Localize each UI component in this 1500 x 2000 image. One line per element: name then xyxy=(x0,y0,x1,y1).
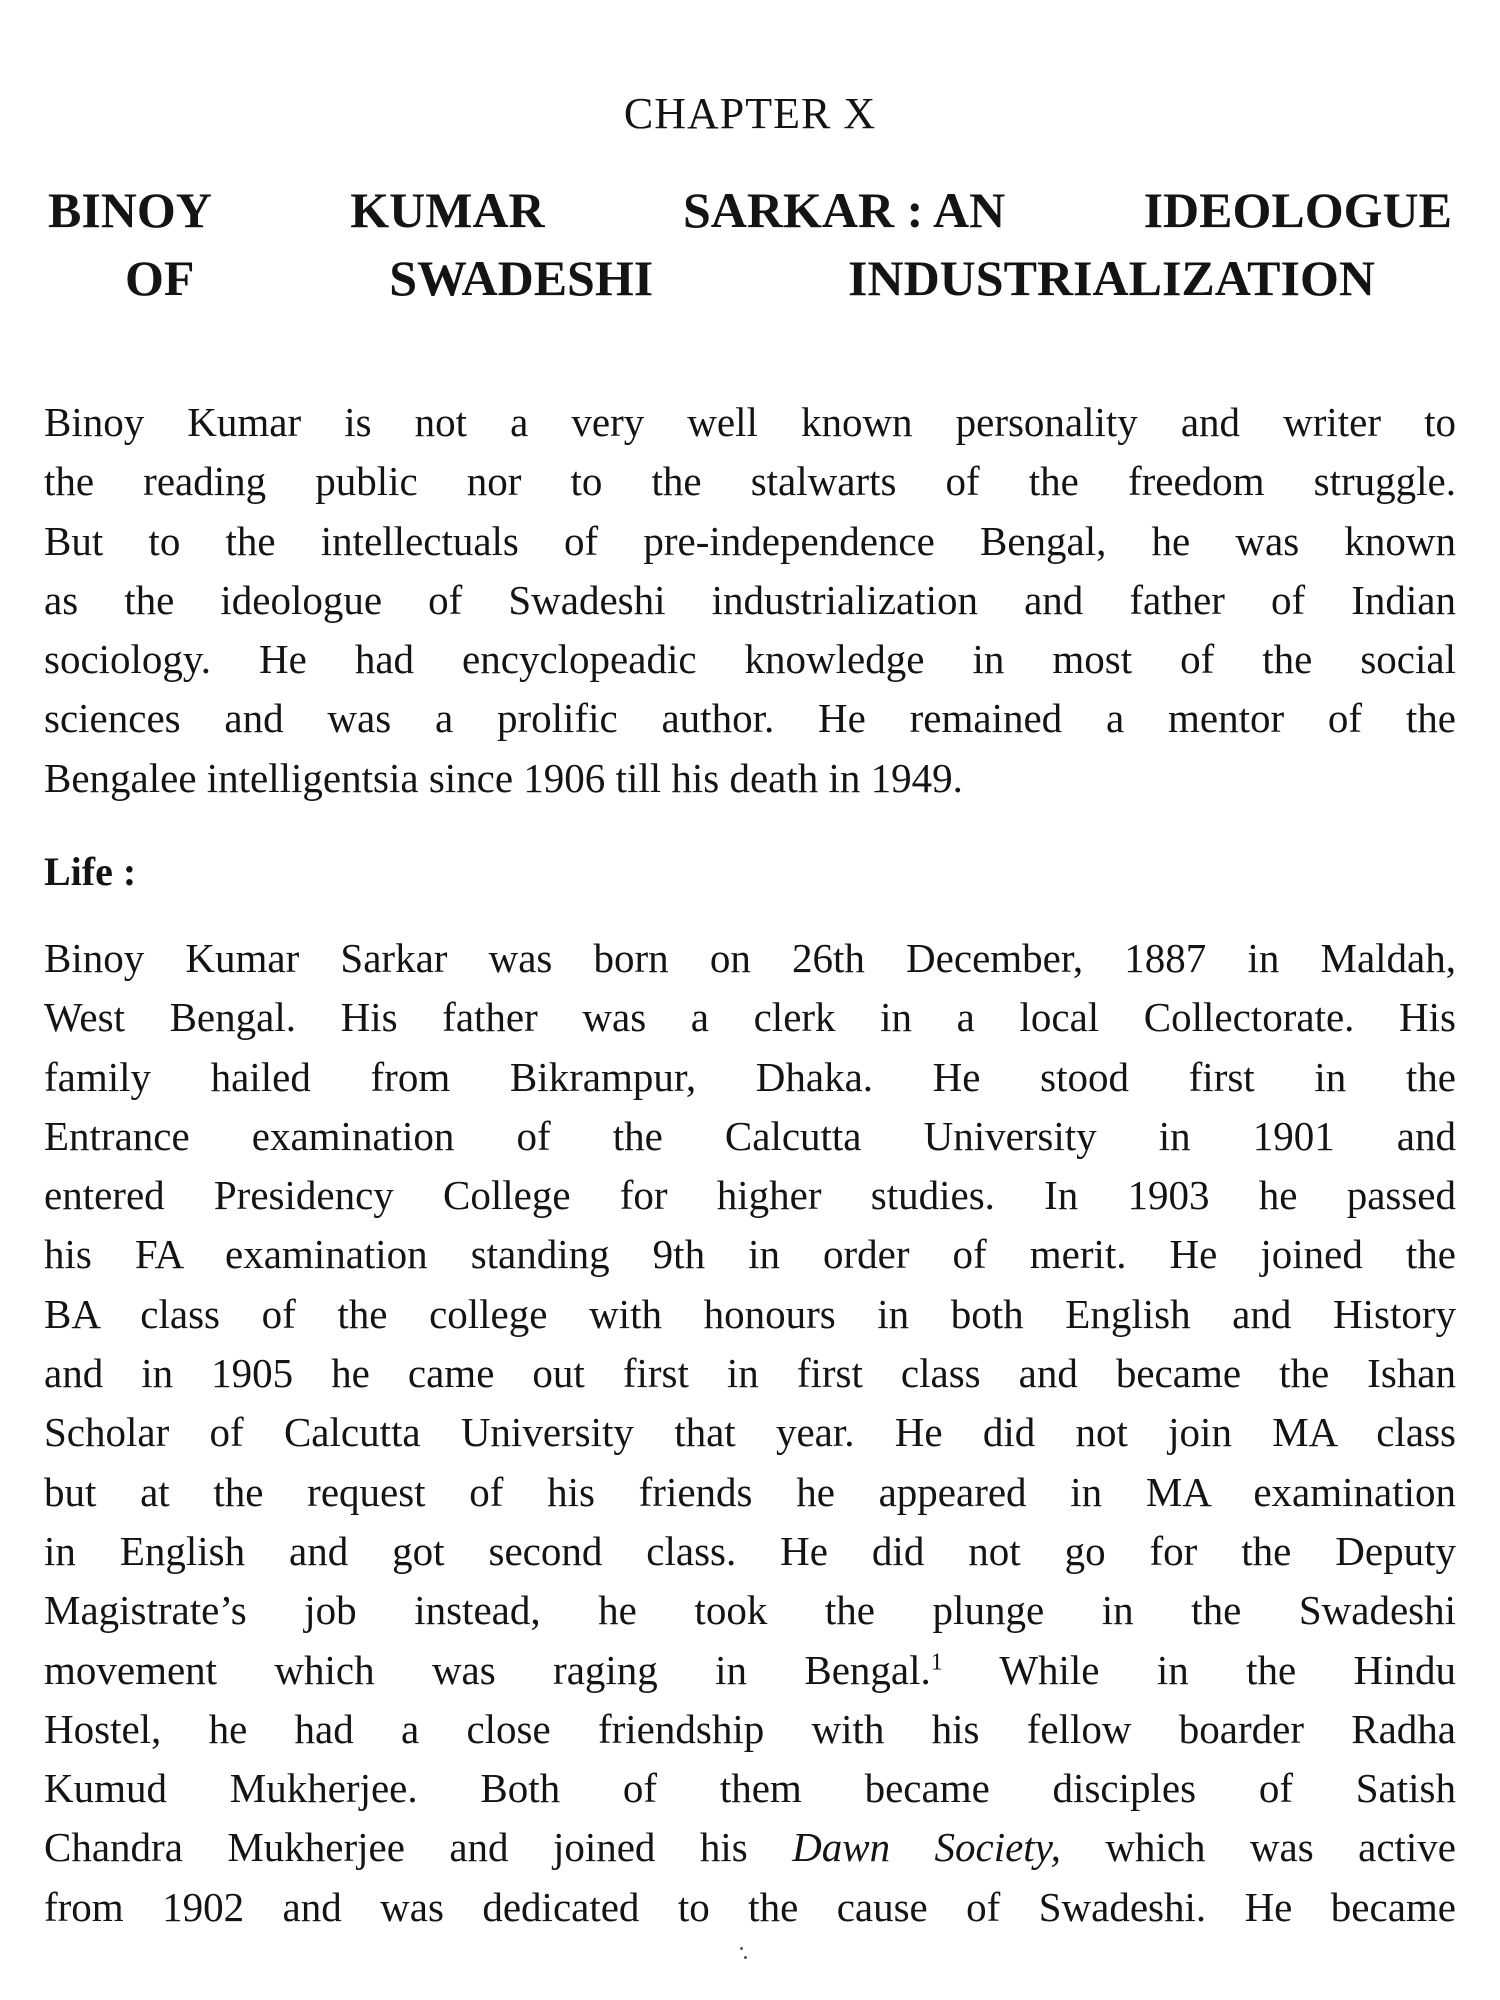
text-line: Scholar of Calcutta University that year. He did not join MA class xyxy=(44,1409,1456,1456)
title-word: INDUSTRIALIZATION xyxy=(848,250,1375,306)
text-line: Kumud Mukherjee. Both of them became disciples of Satish xyxy=(44,1765,1456,1812)
text-line: sociology. He had encyclopeadic knowledge in most of the social xyxy=(44,636,1456,683)
text-line: Binoy Kumar Sarkar was born on 26th December, 1887 in Maldah, xyxy=(44,935,1456,981)
text-line: Entrance examination of the Calcutta University in 1901 and xyxy=(44,1112,1456,1159)
text-line xyxy=(44,1641,1456,1700)
section-heading-life: Life : xyxy=(44,849,137,894)
title-word: OF xyxy=(125,250,195,306)
text-line: But to the intellectuals of pre-independence Bengal, he was known xyxy=(44,517,1456,564)
text-line: the reading public nor to the stalwarts of the freedom struggle. xyxy=(44,458,1456,505)
text-line: Magistrate’s job instead, he took the plunge in the Swadeshi xyxy=(44,1587,1456,1634)
italic-title-dawn-society: Dawn Society, xyxy=(792,1824,1061,1871)
text-segment: which was active xyxy=(1060,1824,1456,1871)
chapter-title-line-1 xyxy=(48,182,1452,238)
scan-speck xyxy=(744,1956,747,1959)
text-segment: movement which was raging in Bengal. xyxy=(44,1646,931,1693)
text-line: his FA examination standing 9th in order of merit. He joined the xyxy=(44,1231,1456,1278)
text-line: entered Presidency College for higher studies. In 1903 he passed xyxy=(44,1172,1456,1219)
text-line: BA class of the college with honours in both English and History xyxy=(44,1290,1456,1337)
text-line: from 1902 and was dedicated to the cause of Swadeshi. He became xyxy=(44,1883,1456,1930)
text-line: family hailed from Bikrampur, Dhaka. He stood first in the xyxy=(44,1053,1456,1100)
title-word: IDEOLOGUE xyxy=(1143,182,1452,238)
title-word: BINOY xyxy=(48,182,212,238)
footnote-marker[interactable]: 1 xyxy=(930,1648,943,1675)
text-line: Bengalee intelligentsia since 1906 till his death in 1949. xyxy=(44,754,963,801)
title-word: SWADESHI xyxy=(389,250,654,306)
text-line: in English and got second class. He did not go for the Deputy xyxy=(44,1527,1456,1574)
title-word: SARKAR : AN xyxy=(683,182,1006,238)
text-line: Hostel, he had a close friendship with his fellow boarder Radha xyxy=(44,1705,1456,1752)
chapter-label: CHAPTER X xyxy=(623,89,877,138)
intro-paragraph xyxy=(44,393,1456,808)
text-line: and in 1905 he came out first in first class and became the Ishan xyxy=(44,1350,1456,1397)
title-word: KUMAR xyxy=(350,182,545,238)
chapter-title-line-2 xyxy=(125,250,1375,306)
text-line: sciences and was a prolific author. He remained a mentor of the xyxy=(44,695,1456,742)
life-paragraph xyxy=(44,929,1456,1937)
text-line: but at the request of his friends he appeared in MA examination xyxy=(44,1468,1456,1515)
text-line: Binoy Kumar is not a very well known personality and writer to xyxy=(44,399,1456,445)
text-line xyxy=(44,1818,1456,1877)
text-segment: Chandra Mukherjee and joined his xyxy=(44,1824,793,1871)
text-line: West Bengal. His father was a clerk in a local Collectorate. His xyxy=(44,994,1456,1041)
text-segment: While in the Hindu xyxy=(942,1646,1456,1693)
text-line: as the ideologue of Swadeshi industrialization and father of Indian xyxy=(44,576,1456,623)
scan-speck xyxy=(740,1947,743,1950)
